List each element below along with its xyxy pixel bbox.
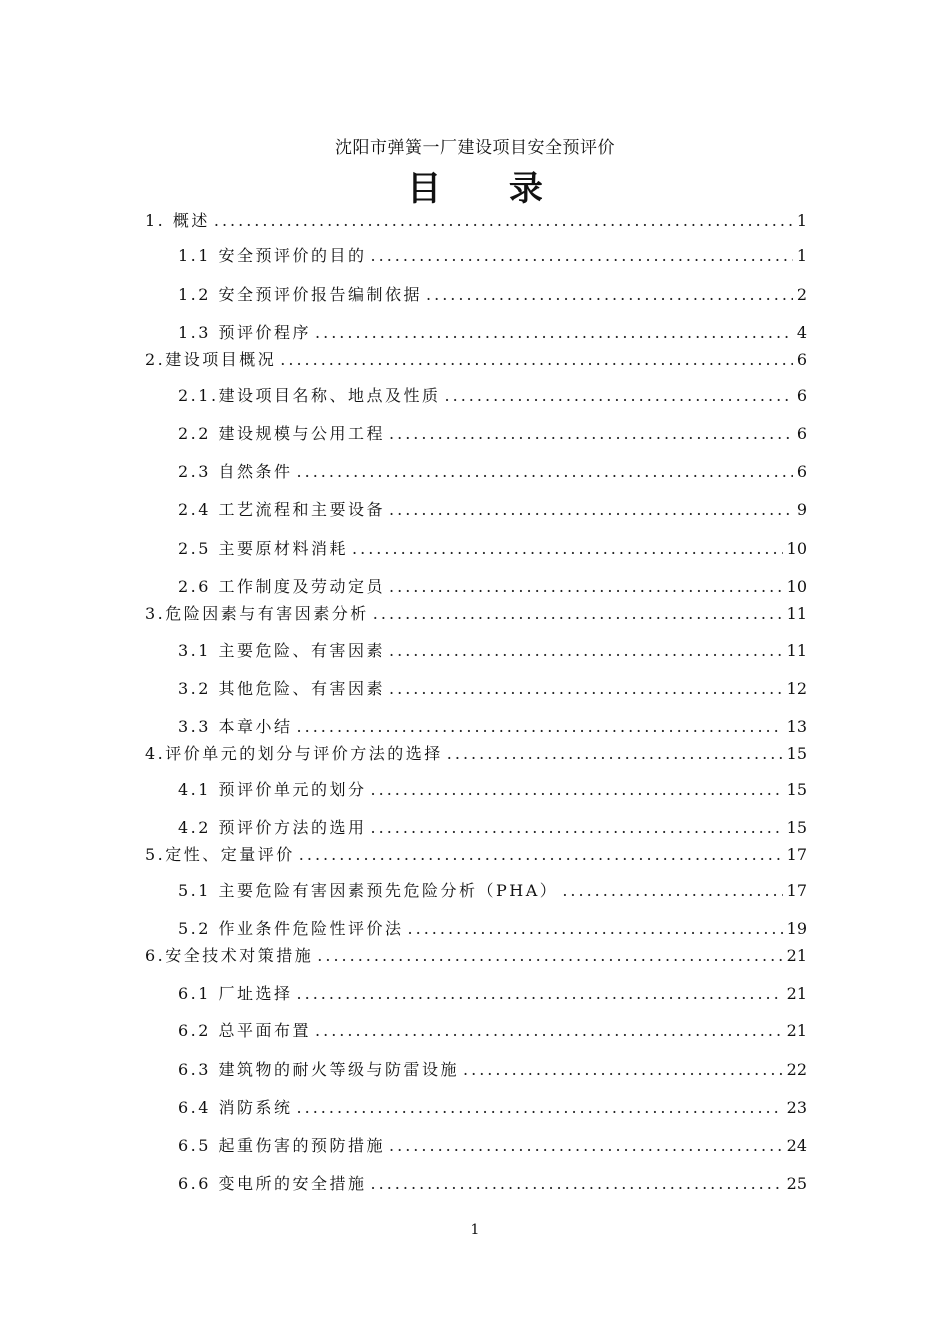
toc-leader-dots bbox=[426, 285, 793, 304]
toc-entry-page: 13 bbox=[786, 717, 807, 736]
toc-entry[interactable] bbox=[178, 714, 807, 736]
toc-entry[interactable] bbox=[178, 421, 807, 443]
toc-entry[interactable] bbox=[145, 842, 807, 864]
toc-entry-label: 2.6 工作制度及劳动定员 bbox=[178, 577, 386, 596]
toc-entry-label: 3.1 主要危险、有害因素 bbox=[178, 641, 386, 660]
toc-entry-page: 6 bbox=[796, 350, 807, 369]
toc-entry[interactable] bbox=[145, 347, 807, 369]
toc-leader-dots bbox=[371, 780, 783, 799]
toc-entry[interactable] bbox=[178, 1018, 807, 1040]
toc-entry-label: 4.1 预评价单元的划分 bbox=[178, 780, 367, 799]
toc-entry[interactable] bbox=[178, 497, 807, 519]
toc-entry-page: 11 bbox=[786, 641, 807, 660]
toc-entry-page: 15 bbox=[786, 744, 807, 763]
toc-entry-page: 23 bbox=[786, 1098, 807, 1117]
toc-entry-page: 6 bbox=[796, 424, 807, 443]
toc-entry-label: 6.5 起重伤害的预防措施 bbox=[178, 1136, 386, 1155]
toc-entry-label: 6.1 厂址选择 bbox=[178, 984, 293, 1003]
toc-entry[interactable] bbox=[178, 1133, 807, 1155]
toc-entry-page: 22 bbox=[786, 1060, 807, 1079]
toc-leader-dots bbox=[445, 386, 793, 405]
toc-entry-label: 6.2 总平面布置 bbox=[178, 1021, 312, 1040]
toc-leader-dots bbox=[389, 679, 783, 698]
toc-entry-page: 24 bbox=[786, 1136, 807, 1155]
toc-entry[interactable] bbox=[178, 815, 807, 837]
toc-entry-label: 1.2 安全预评价报告编制依据 bbox=[178, 285, 423, 304]
toc-entry-page: 21 bbox=[786, 946, 807, 965]
toc-entry[interactable] bbox=[178, 282, 807, 304]
toc-leader-dots bbox=[317, 946, 782, 965]
toc-entry-page: 15 bbox=[786, 780, 807, 799]
toc-entry-label: 3.3 本章小结 bbox=[178, 717, 293, 736]
toc-leader-dots bbox=[371, 246, 793, 265]
toc-entry[interactable] bbox=[178, 676, 807, 698]
toc-entry[interactable] bbox=[178, 1171, 807, 1193]
toc-entry[interactable] bbox=[178, 574, 807, 596]
toc-entry[interactable] bbox=[178, 638, 807, 660]
toc-entry[interactable] bbox=[178, 536, 807, 558]
toc-entry-label: 2.3 自然条件 bbox=[178, 462, 293, 481]
toc-leader-dots bbox=[297, 984, 783, 1003]
toc-entry-label: 1. 概述 bbox=[145, 211, 210, 230]
toc-leader-dots bbox=[463, 1060, 783, 1079]
toc-leader-dots bbox=[315, 1021, 783, 1040]
toc-entry-label: 2.建设项目概况 bbox=[145, 350, 277, 369]
toc-entry-label: 6.4 消防系统 bbox=[178, 1098, 293, 1117]
toc-entry-label: 5.2 作业条件危险性评价法 bbox=[178, 919, 404, 938]
toc-leader-dots bbox=[373, 604, 783, 623]
toc-entry-page: 2 bbox=[796, 285, 807, 304]
toc-entry-label: 1.1 安全预评价的目的 bbox=[178, 246, 367, 265]
toc-entry[interactable] bbox=[178, 320, 807, 342]
toc-entry[interactable] bbox=[178, 1057, 807, 1079]
toc-leader-dots bbox=[297, 1098, 783, 1117]
toc-leader-dots bbox=[214, 211, 793, 230]
toc-leader-dots bbox=[299, 845, 783, 864]
toc-entry[interactable] bbox=[178, 1095, 807, 1117]
toc-leader-dots bbox=[297, 462, 793, 481]
toc-entry-page: 21 bbox=[786, 984, 807, 1003]
toc-entry-label: 2.4 工艺流程和主要设备 bbox=[178, 500, 386, 519]
toc-entry-page: 11 bbox=[786, 604, 807, 623]
toc-leader-dots bbox=[389, 424, 793, 443]
toc-entry-label: 2.2 建设规模与公用工程 bbox=[178, 424, 386, 443]
toc-entry-label: 6.6 变电所的安全措施 bbox=[178, 1174, 367, 1193]
toc-leader-dots bbox=[389, 641, 783, 660]
toc-entry[interactable] bbox=[178, 981, 807, 1003]
toc-entry-page: 10 bbox=[786, 577, 807, 596]
toc-entry[interactable] bbox=[145, 601, 807, 623]
toc-entry-page: 21 bbox=[786, 1021, 807, 1040]
toc-entry-page: 10 bbox=[786, 539, 807, 558]
toc-leader-dots bbox=[297, 717, 783, 736]
toc-leader-dots bbox=[371, 1174, 783, 1193]
toc-entry-label: 6.安全技术对策措施 bbox=[145, 946, 314, 965]
toc-leader-dots bbox=[315, 323, 793, 342]
toc-entry-page: 6 bbox=[796, 386, 807, 405]
toc-entry[interactable] bbox=[178, 916, 807, 938]
toc-entry-label: 1.3 预评价程序 bbox=[178, 323, 312, 342]
toc-entry-label: 5.1 主要危险有害因素预先危险分析（PHA） bbox=[178, 881, 559, 900]
toc-entry-page: 9 bbox=[796, 500, 807, 519]
toc-leader-dots bbox=[371, 818, 783, 837]
toc-entry[interactable] bbox=[178, 243, 807, 265]
toc-entry-page: 17 bbox=[786, 881, 807, 900]
toc-leader-dots bbox=[389, 500, 793, 519]
toc-entry[interactable] bbox=[145, 741, 807, 763]
toc-entry-label: 2.1.建设项目名称、地点及性质 bbox=[178, 386, 441, 405]
toc-entry[interactable] bbox=[178, 459, 807, 481]
toc-entry-page: 19 bbox=[786, 919, 807, 938]
toc-entry[interactable] bbox=[178, 383, 807, 405]
toc-entry-page: 17 bbox=[786, 845, 807, 864]
toc-entry-page: 4 bbox=[796, 323, 807, 342]
toc-entry-label: 3.危险因素与有害因素分析 bbox=[145, 604, 369, 623]
toc-entry-label: 5.定性、定量评价 bbox=[145, 845, 295, 864]
toc-entry-label: 3.2 其他危险、有害因素 bbox=[178, 679, 386, 698]
toc-leader-dots bbox=[562, 881, 782, 900]
toc-leader-dots bbox=[280, 350, 793, 369]
document-header: 沈阳市弹簧一厂建设项目安全预评价 bbox=[335, 138, 615, 158]
toc-entry-label: 2.5 主要原材料消耗 bbox=[178, 539, 349, 558]
toc-entry-page: 15 bbox=[786, 818, 807, 837]
toc-entry[interactable] bbox=[145, 943, 807, 965]
toc-entry-label: 6.3 建筑物的耐火等级与防雷设施 bbox=[178, 1060, 460, 1079]
page-title: 目 录 bbox=[407, 169, 571, 209]
toc-entry[interactable] bbox=[178, 777, 807, 799]
toc-leader-dots bbox=[408, 919, 783, 938]
toc-entry[interactable] bbox=[145, 208, 807, 230]
toc-entry-page: 1 bbox=[796, 246, 807, 265]
toc-entry-page: 1 bbox=[796, 211, 807, 230]
toc-entry-page: 25 bbox=[786, 1174, 807, 1193]
toc-leader-dots bbox=[389, 577, 783, 596]
toc-entry-page: 6 bbox=[796, 462, 807, 481]
toc-entry-label: 4.2 预评价方法的选用 bbox=[178, 818, 367, 837]
toc-entry[interactable] bbox=[178, 878, 807, 900]
toc-leader-dots bbox=[447, 744, 783, 763]
toc-leader-dots bbox=[389, 1136, 783, 1155]
toc-leader-dots bbox=[352, 539, 783, 558]
toc-entry-page: 12 bbox=[786, 679, 807, 698]
toc-entry-label: 4.评价单元的划分与评价方法的选择 bbox=[145, 744, 443, 763]
page-number: 1 bbox=[470, 1222, 480, 1238]
